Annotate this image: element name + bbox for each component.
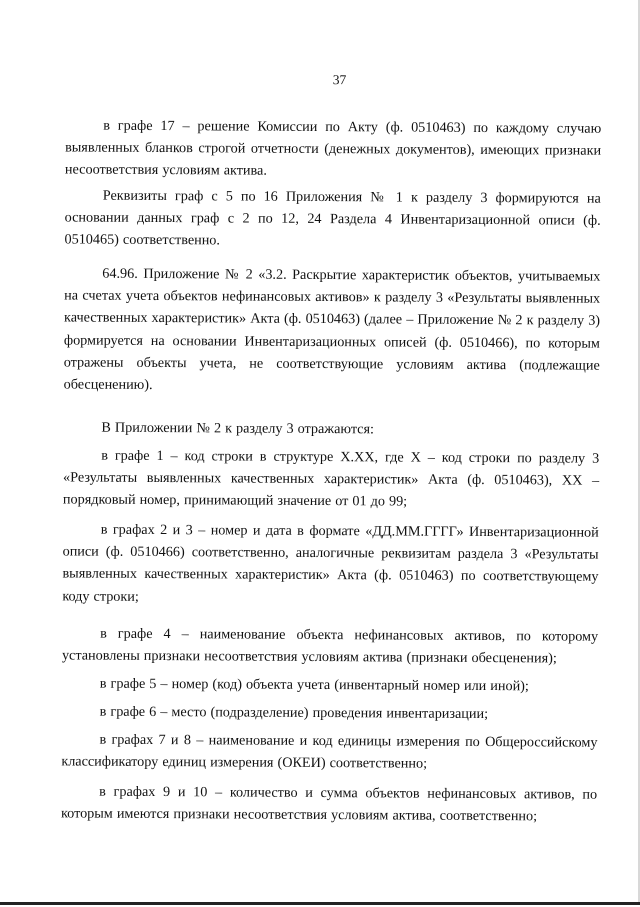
paragraph-graphs-7-8: в графах 7 и 8 – наименование и код единицы измерения по Общероссийскому классификатору единиц измерения (ОКЕИ) соответственно; [61,731,598,772]
paragraph-graphs-2-3: в графах 2 и 3 – номер и дата в формате «ДД.ММ.ГГГГ» Инвентаризационной описи (ф. 0510466) соответственно, аналогичные реквизитам раздела 3 «Результаты выявленных качественных характеристик» Акта (ф. 0510463) по соответствующему коду строки; [62,521,599,605]
paragraph-requisites: Реквизиты граф с 5 по 16 Приложения № 1 к разделу 3 формируются на основании данных граф с 2 по 12, 24 Раздела 4 Инвентаризационной описи (ф. 0510465) соответственно. [64,187,601,249]
paragraph-graph-5: в графе 5 – номер (код) объекта учета (инвентарный номер или иной); [99,675,529,695]
paragraph-graph-17: в графе 17 – решение Комиссии по Акту (ф. 0510463) по каждому случаю выявленных бланков строгой отчетности (денежных документов), имеющих признаки несоответствия условиям актива. [64,117,602,180]
paragraph-graphs-9-10: в графах 9 и 10 – количество и сумма объектов нефинансовых активов, по которым имеются признаки несоответствия условиям актива, соответственно; [60,783,598,825]
paragraph-64-96: 64.96. Приложение № 2 «3.2. Раскрытие характеристик объектов, учитываемых на счетах учета объектов нефинансовых активов» к разделу 3 «Результаты выявленных качественных характеристик» Акта (ф. 0510463) (далее – Приложение № 2 к разделу 3) формируется на основании Инвентаризационных описей (ф. 0510466), по которым отражены объекты учета, не соответствующие условиям актива (подлежащие обесценению). [63,265,601,393]
page-number: 37 [332,72,347,88]
paragraph-graph-6: в графе 6 – место (подразделение) проведения инвентаризации; [99,703,489,723]
paragraph-graph-1: в графе 1 – код строки в структуре Х.ХХ, где Х – код строки по разделу 3 «Результаты выявленных качественных характеристик» Акта (ф. 0510463), ХХ – порядковый номер, принимающий значение от 01 до 99; [62,447,600,510]
paragraph-graph-4: в графе 4 – наименование объекта нефинансовых активов, по которому установлены признаки несоответствия условиям актива (признаки обесценения); [61,625,599,667]
paragraph-appendix-2-intro: В Приложении № 2 к разделу 3 отражаются: [101,419,375,438]
